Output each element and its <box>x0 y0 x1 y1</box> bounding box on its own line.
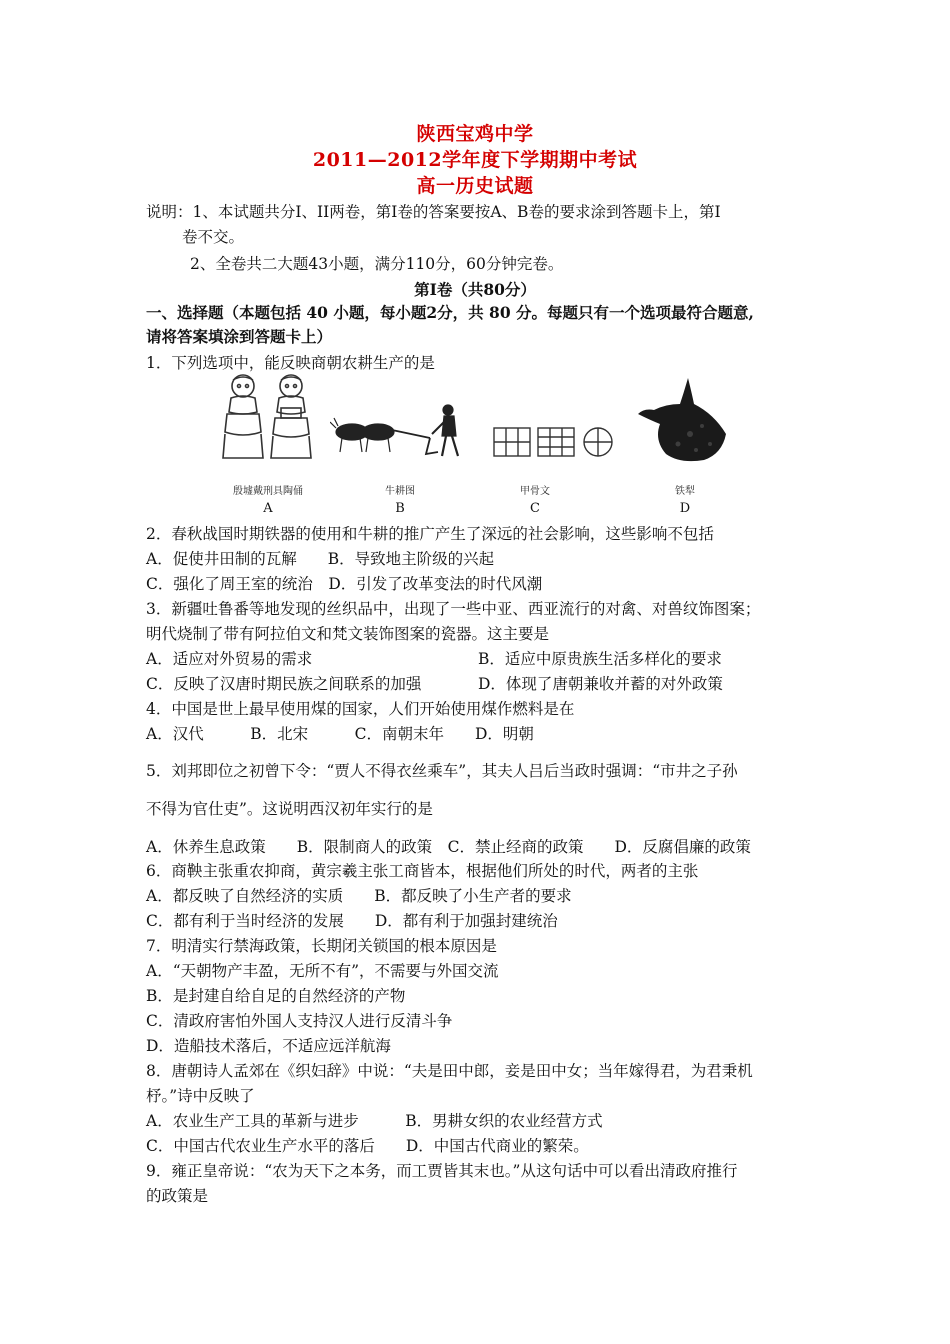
question-3-option-c: C．反映了汉唐时期民族之间联系的加强 <box>146 675 422 693</box>
question-8-line-2: 杼。”诗中反映了 <box>146 1087 255 1105</box>
note-line-2: 2、全卷共二大题43小题，满分110分，60分钟完卷。 <box>190 255 564 273</box>
subject-title: 高一历史试题 <box>416 175 534 197</box>
question-4: 4．中国是世上最早使用煤的国家，人们开始使用煤作燃料是在 <box>146 700 575 718</box>
question-2-options-ab: A．促使井田制的瓦解 B．导致地主阶级的兴起 <box>146 550 495 568</box>
pottery-figurine-icon <box>213 372 323 462</box>
question-3-line-1: 3．新疆吐鲁番等地发现的丝织品中，出现了一些中亚、西亚流行的对禽、对兽纹饰图案； <box>146 600 761 618</box>
question-7-option-d: D．造船技术落后，不适应远洋航海 <box>146 1037 391 1055</box>
question-5-line-2: 不得为官仕吏”。这说明西汉初年实行的是 <box>146 800 433 818</box>
question-3-option-a: A．适应对外贸易的需求 <box>146 650 313 668</box>
question-5-options: A．休养生息政策 B．限制商人的政策 C．禁止经商的政策 D．反腐倡廉的政策 <box>146 838 751 856</box>
question-8-options-cd: C．中国古代农业生产水平的落后 D．中国古代商业的繁荣。 <box>146 1137 589 1155</box>
question-7: 7．明清实行禁海政策，长期闭关锁国的根本原因是 <box>146 937 497 955</box>
figure-c-caption: 甲骨文 <box>520 486 550 497</box>
question-9-line-1: 9．雍正皇帝说：“农为天下之本务，而工贾皆其末也。”从这句话中可以看出清政府推行 <box>146 1162 738 1180</box>
note-line-1b: 卷不交。 <box>182 228 245 246</box>
oracle-bone-glyph-icon <box>490 424 620 460</box>
question-9-line-2: 的政策是 <box>146 1187 209 1205</box>
question-8-options-ab: A．农业生产工具的革新与进步 B．男耕女织的农业经营方式 <box>146 1112 603 1130</box>
question-2: 2．春秋战国时期铁器的使用和牛耕的推广产生了深远的社会影响，这些影响不包括 <box>146 525 714 543</box>
exam-title: 2011—2012学年度下学期期中考试 <box>312 149 638 171</box>
question-8-line-1: 8．唐朝诗人孟郊在《织妇辞》中说：“夫是田中郎，妾是田中女；当年嫁得君，为君秉机 <box>146 1062 753 1080</box>
section-title: 第I卷（共80分） <box>414 280 536 299</box>
school-title: 陕西宝鸡中学 <box>416 123 534 145</box>
question-6: 6．商鞅主张重农抑商，黄宗羲主张工商皆本，根据他们所处的时代，两者的主张 <box>146 862 699 880</box>
figure-b-letter: B <box>395 501 405 516</box>
question-7-option-c: C．清政府害怕外国人支持汉人进行反清斗争 <box>146 1012 453 1030</box>
question-3-option-d: D．体现了唐朝兼收并蓄的对外政策 <box>478 675 723 693</box>
question-7-option-a: A．“天朝物产丰盈，无所不有”，不需要与外国交流 <box>146 962 499 980</box>
question-5-line-1: 5．刘邦即位之初曾下令：“贾人不得衣丝乘车”，其夫人吕后当政时强调：“市井之子孙 <box>146 762 738 780</box>
figure-b-caption: 牛耕图 <box>385 486 415 497</box>
question-2-options-cd: C．强化了周王室的统治 D．引发了改革变法的时代风潮 <box>146 575 543 593</box>
question-3-line-2: 明代烧制了带有阿拉伯文和梵文装饰图案的瓷器。这主要是 <box>146 625 550 643</box>
section-instructions-2: 请将答案填涂到答题卡上） <box>146 327 333 346</box>
figure-d-caption: 铁犁 <box>675 486 695 497</box>
figure-c-letter: C <box>530 501 540 516</box>
figure-a-letter: A <box>263 501 273 516</box>
question-7-option-b: B．是封建自给自足的自然经济的产物 <box>146 987 406 1005</box>
question-4-options: A．汉代 B．北宋 C．南朝末年 D．明朝 <box>146 725 534 743</box>
question-1: 1．下列选项中，能反映商朝农耕生产的是 <box>146 354 435 372</box>
question-6-options-cd: C．都有利于当时经济的发展 D．都有利于加强封建统治 <box>146 912 558 930</box>
section-instructions-1: 一、选择题（本题包括 40 小题，每小题2分，共 80 分。每题只有一个选项最符合题意, <box>146 303 754 322</box>
figure-d-letter: D <box>679 501 691 516</box>
question-6-options-ab: A．都反映了自然经济的实质 B．都反映了小生产者的要求 <box>146 887 572 905</box>
question-1-figures <box>205 372 745 517</box>
iron-plough-icon <box>630 374 740 469</box>
ox-plough-icon <box>330 402 475 462</box>
note-line-1: 说明：1、本试题共分I、II两卷，第I卷的答案要按A、B卷的要求涂到答题卡上，第I <box>146 203 721 221</box>
figure-a-caption: 殷墟戴刑具陶俑 <box>233 486 303 497</box>
question-3-option-b: B．适应中原贵族生活多样化的要求 <box>478 650 722 668</box>
